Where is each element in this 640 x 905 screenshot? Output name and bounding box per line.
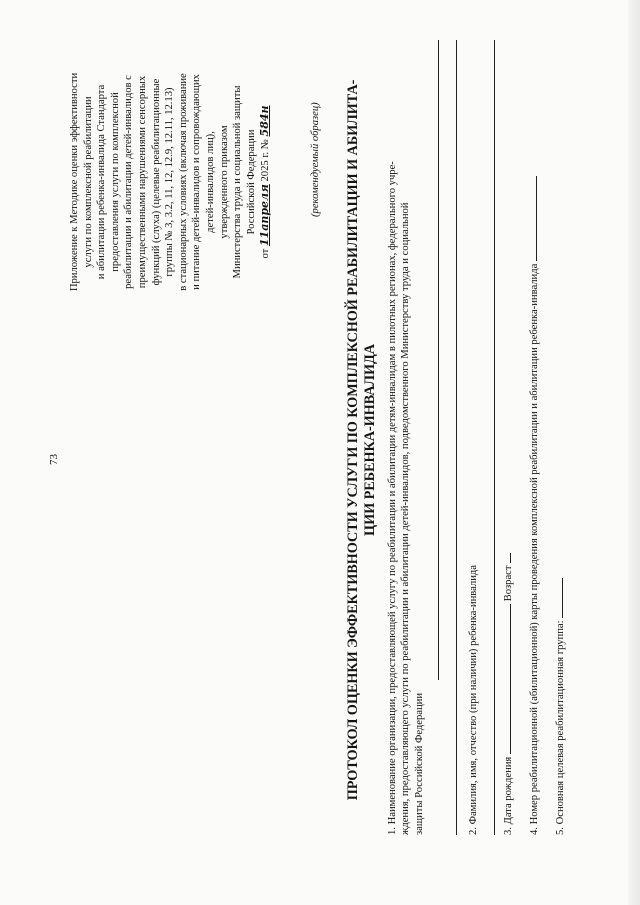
form-item-4 (526, 176, 540, 835)
page-number: 73 (48, 454, 60, 465)
appendix-line: предоставления услуги по комплексной (109, 92, 121, 272)
title-line-2: ЦИИ РЕБЕНКА-ИНВАЛИДА (362, 344, 378, 536)
appendix-line: Министерства труда и социальной защиты (232, 85, 244, 279)
protocol-title (345, 45, 379, 835)
appendix-line: реабилитации и абилитации детей-инвалидов с (123, 75, 135, 289)
appendix-header (68, 17, 273, 347)
item5-label: 5. Основная целевая реабилитационная группа: (555, 620, 566, 835)
appendix-line: и питание детей-инвалидов и сопровождающих (191, 74, 203, 290)
item3-date-label: 3. Дата рождения (503, 756, 514, 835)
appendix-line: детей-инвалидов лиц), (204, 131, 216, 233)
item1-fill-line[interactable] (438, 40, 439, 680)
order-prefix: от (260, 248, 272, 259)
appendix-line: преимущественными нарушениями сенсорных (136, 75, 148, 289)
item1-text-line2: ждения, предоставляющего услуги по реабилитации и абилитации детей-инвалидов, подведомственного Министерству труда и социальной (400, 202, 412, 835)
form-item-1 (386, 60, 426, 835)
appendix-line: и абилитации ребенка-инвалида Стандарта (96, 84, 108, 280)
birth-date-field[interactable] (500, 604, 511, 754)
item2-fill-line[interactable] (494, 40, 495, 835)
order-number-handwritten: 584н (258, 105, 272, 137)
appendix-line: утвержденного приказом (218, 125, 230, 239)
order-year: 2025 г. № (260, 139, 272, 182)
item2-label: 2. Фамилия, имя, отчество (при наличии) ребенка-инвалида (468, 565, 479, 835)
form-item-2 (468, 565, 479, 835)
title-line-1: ПРОТОКОЛ ОЦЕНКИ ЭФФЕКТИВНОСТИ УСЛУГИ ПО КОМПЛЕКСНОЙ РЕАБИЛИТАЦИИ И АБИЛИТА- (345, 79, 361, 801)
target-group-field[interactable] (552, 578, 563, 618)
appendix-line: Российской Федерации (245, 129, 257, 235)
item1-text-line1: 1. Наименование организации, предоставляющей услугу по реабилитации и абилитации детям-инвалидам в пилотных регионах, федерального учре- (387, 161, 398, 835)
item1-text-line3: защиты Российской Федерации (413, 693, 425, 835)
order-day-handwritten: 11 (258, 230, 272, 247)
item1-fill-line-2[interactable] (456, 40, 457, 835)
item4-label: 4. Номер реабилитационной (абилитационной) карты проведения комплексной реабилитации и абилитации ребенка-инвалида (529, 263, 540, 835)
order-line (258, 17, 273, 347)
form-item-3 (500, 553, 514, 835)
age-field[interactable] (500, 553, 511, 563)
recommended-sample-note: (рекомендуемый образец) (310, 102, 321, 217)
order-month-handwritten: апреля (258, 184, 272, 231)
appendix-line: группы № 3, 3.2, 11, 12, 12.9, 12.11, 12.13) (164, 87, 176, 277)
form-item-5 (552, 578, 566, 835)
card-number-field[interactable] (526, 176, 537, 261)
appendix-line: Приложение к Методике оценки эффективности (69, 72, 80, 292)
appendix-line: функций (слуха) (целевые реабилитационные (150, 78, 162, 286)
appendix-line: услуги по комплексной реабилитации (82, 96, 94, 268)
appendix-line: в стационарных условиях (включая проживание (177, 73, 189, 291)
item3-age-label: Возраст (503, 565, 514, 602)
